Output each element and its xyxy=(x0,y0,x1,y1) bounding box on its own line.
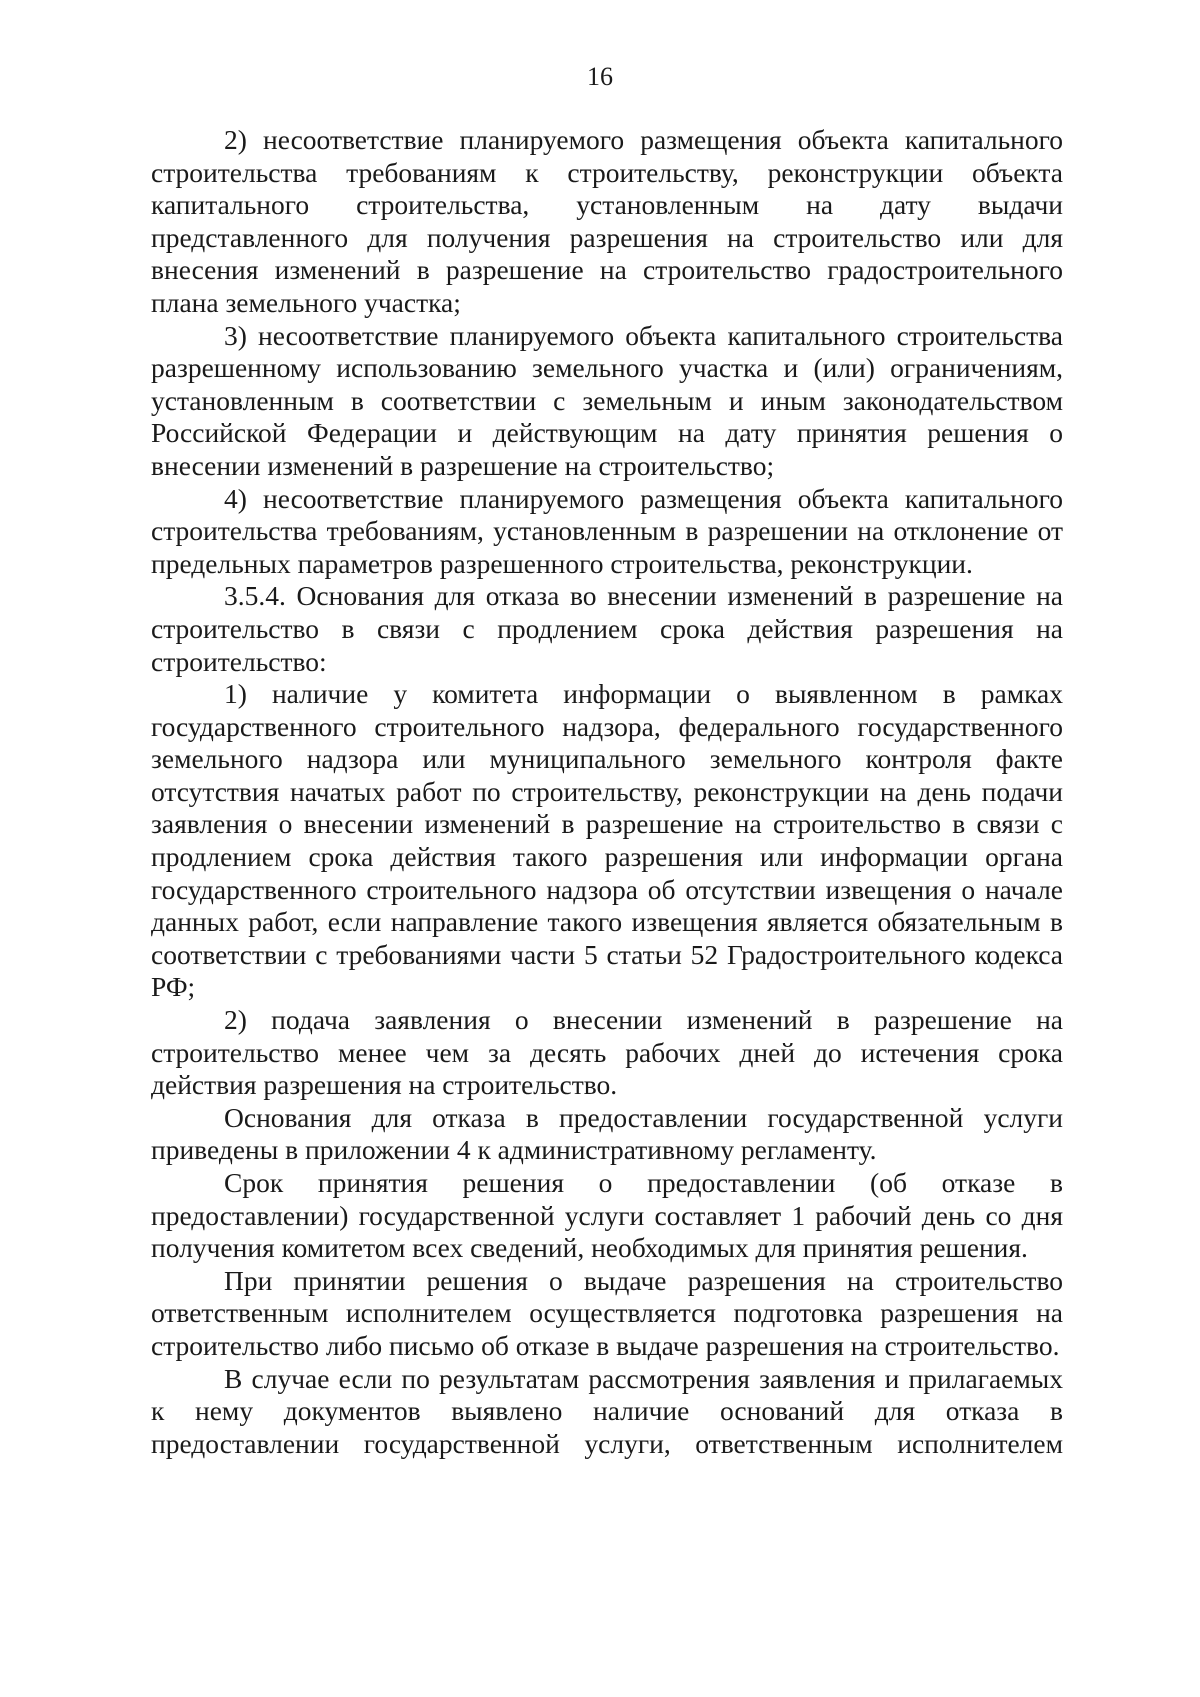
paragraph-permit-preparation: При принятии решения о выдаче разрешения на строительство ответственным исполнителем осуществляется подготовка разрешения на строительство либо письмо об отказе в выдаче разрешения на строительство. xyxy=(151,1264,1063,1361)
page-number: 16 xyxy=(587,62,613,91)
paragraph-item-4-deviation-permit-mismatch: 4) несоответствие планируемого размещения объекта капитального строительства требованиям, установленным в разрешении на отклонение от предельных параметров разрешенного строительства, реконструкции. xyxy=(151,482,1063,579)
paragraph-item-2-grad-plan-mismatch: 2) несоответствие планируемого размещения объекта капитального строительства требованиям к строительству, реконструкции объекта капитального строительства, установленным на дату выдачи представленного для получения разрешения на строительство или для внесения изменений в разрешение на строительство градостроительного плана земельного участка; xyxy=(151,124,1063,318)
document-body xyxy=(151,124,1063,1460)
paragraph-item-1-no-works-started: 1) наличие у комитета информации о выявленном в рамках государственного строительного надзора, федерального государственного земельного надзора или муниципального земельного контроля факте отсутствия начатых работ по строительству, реконструкции на день подачи заявления о внесении изменений в разрешение на строительство в связи с продлением срока действия такого разрешения или информации органа государственного строительного надзора об отсутствии извещения о начале данных работ, если направление такого извещения является обязательным в соответствии с требованиями части 5 статьи 52 Градостроительного кодекса РФ; xyxy=(151,678,1063,1003)
paragraph-item-3-land-use-mismatch: 3) несоответствие планируемого объекта капитального строительства разрешенному использованию земельного участка и (или) ограничениям, установленным в соответствии с земельным и иным законодательством Российской Федерации и действующим на дату принятия решения о внесении изменений в разрешение на строительство; xyxy=(151,319,1063,481)
paragraph-decision-term: Срок принятия решения о предоставлении (об отказе в предоставлении) государственной услуги составляет 1 рабочий день со дня получения комитетом всех сведений, необходимых для принятия решения. xyxy=(151,1167,1063,1264)
paragraph-refusal-grounds-appendix: Основания для отказа в предоставлении государственной услуги приведены в приложении 4 к административному регламенту. xyxy=(151,1101,1063,1166)
paragraph-refusal-case: В случае если по результатам рассмотрения заявления и прилагаемых к нему документов выявлено наличие оснований для отказа в предоставлении государственной услуги, ответственным исполнителем xyxy=(151,1362,1063,1459)
paragraph-section-3-5-4: 3.5.4. Основания для отказа во внесении изменений в разрешение на строительство в связи с продлением срока действия разрешения на строительство: xyxy=(151,580,1063,677)
paragraph-item-2-late-application: 2) подача заявления о внесении изменений в разрешение на строительство менее чем за десять рабочих дней до истечения срока действия разрешения на строительство. xyxy=(151,1004,1063,1101)
